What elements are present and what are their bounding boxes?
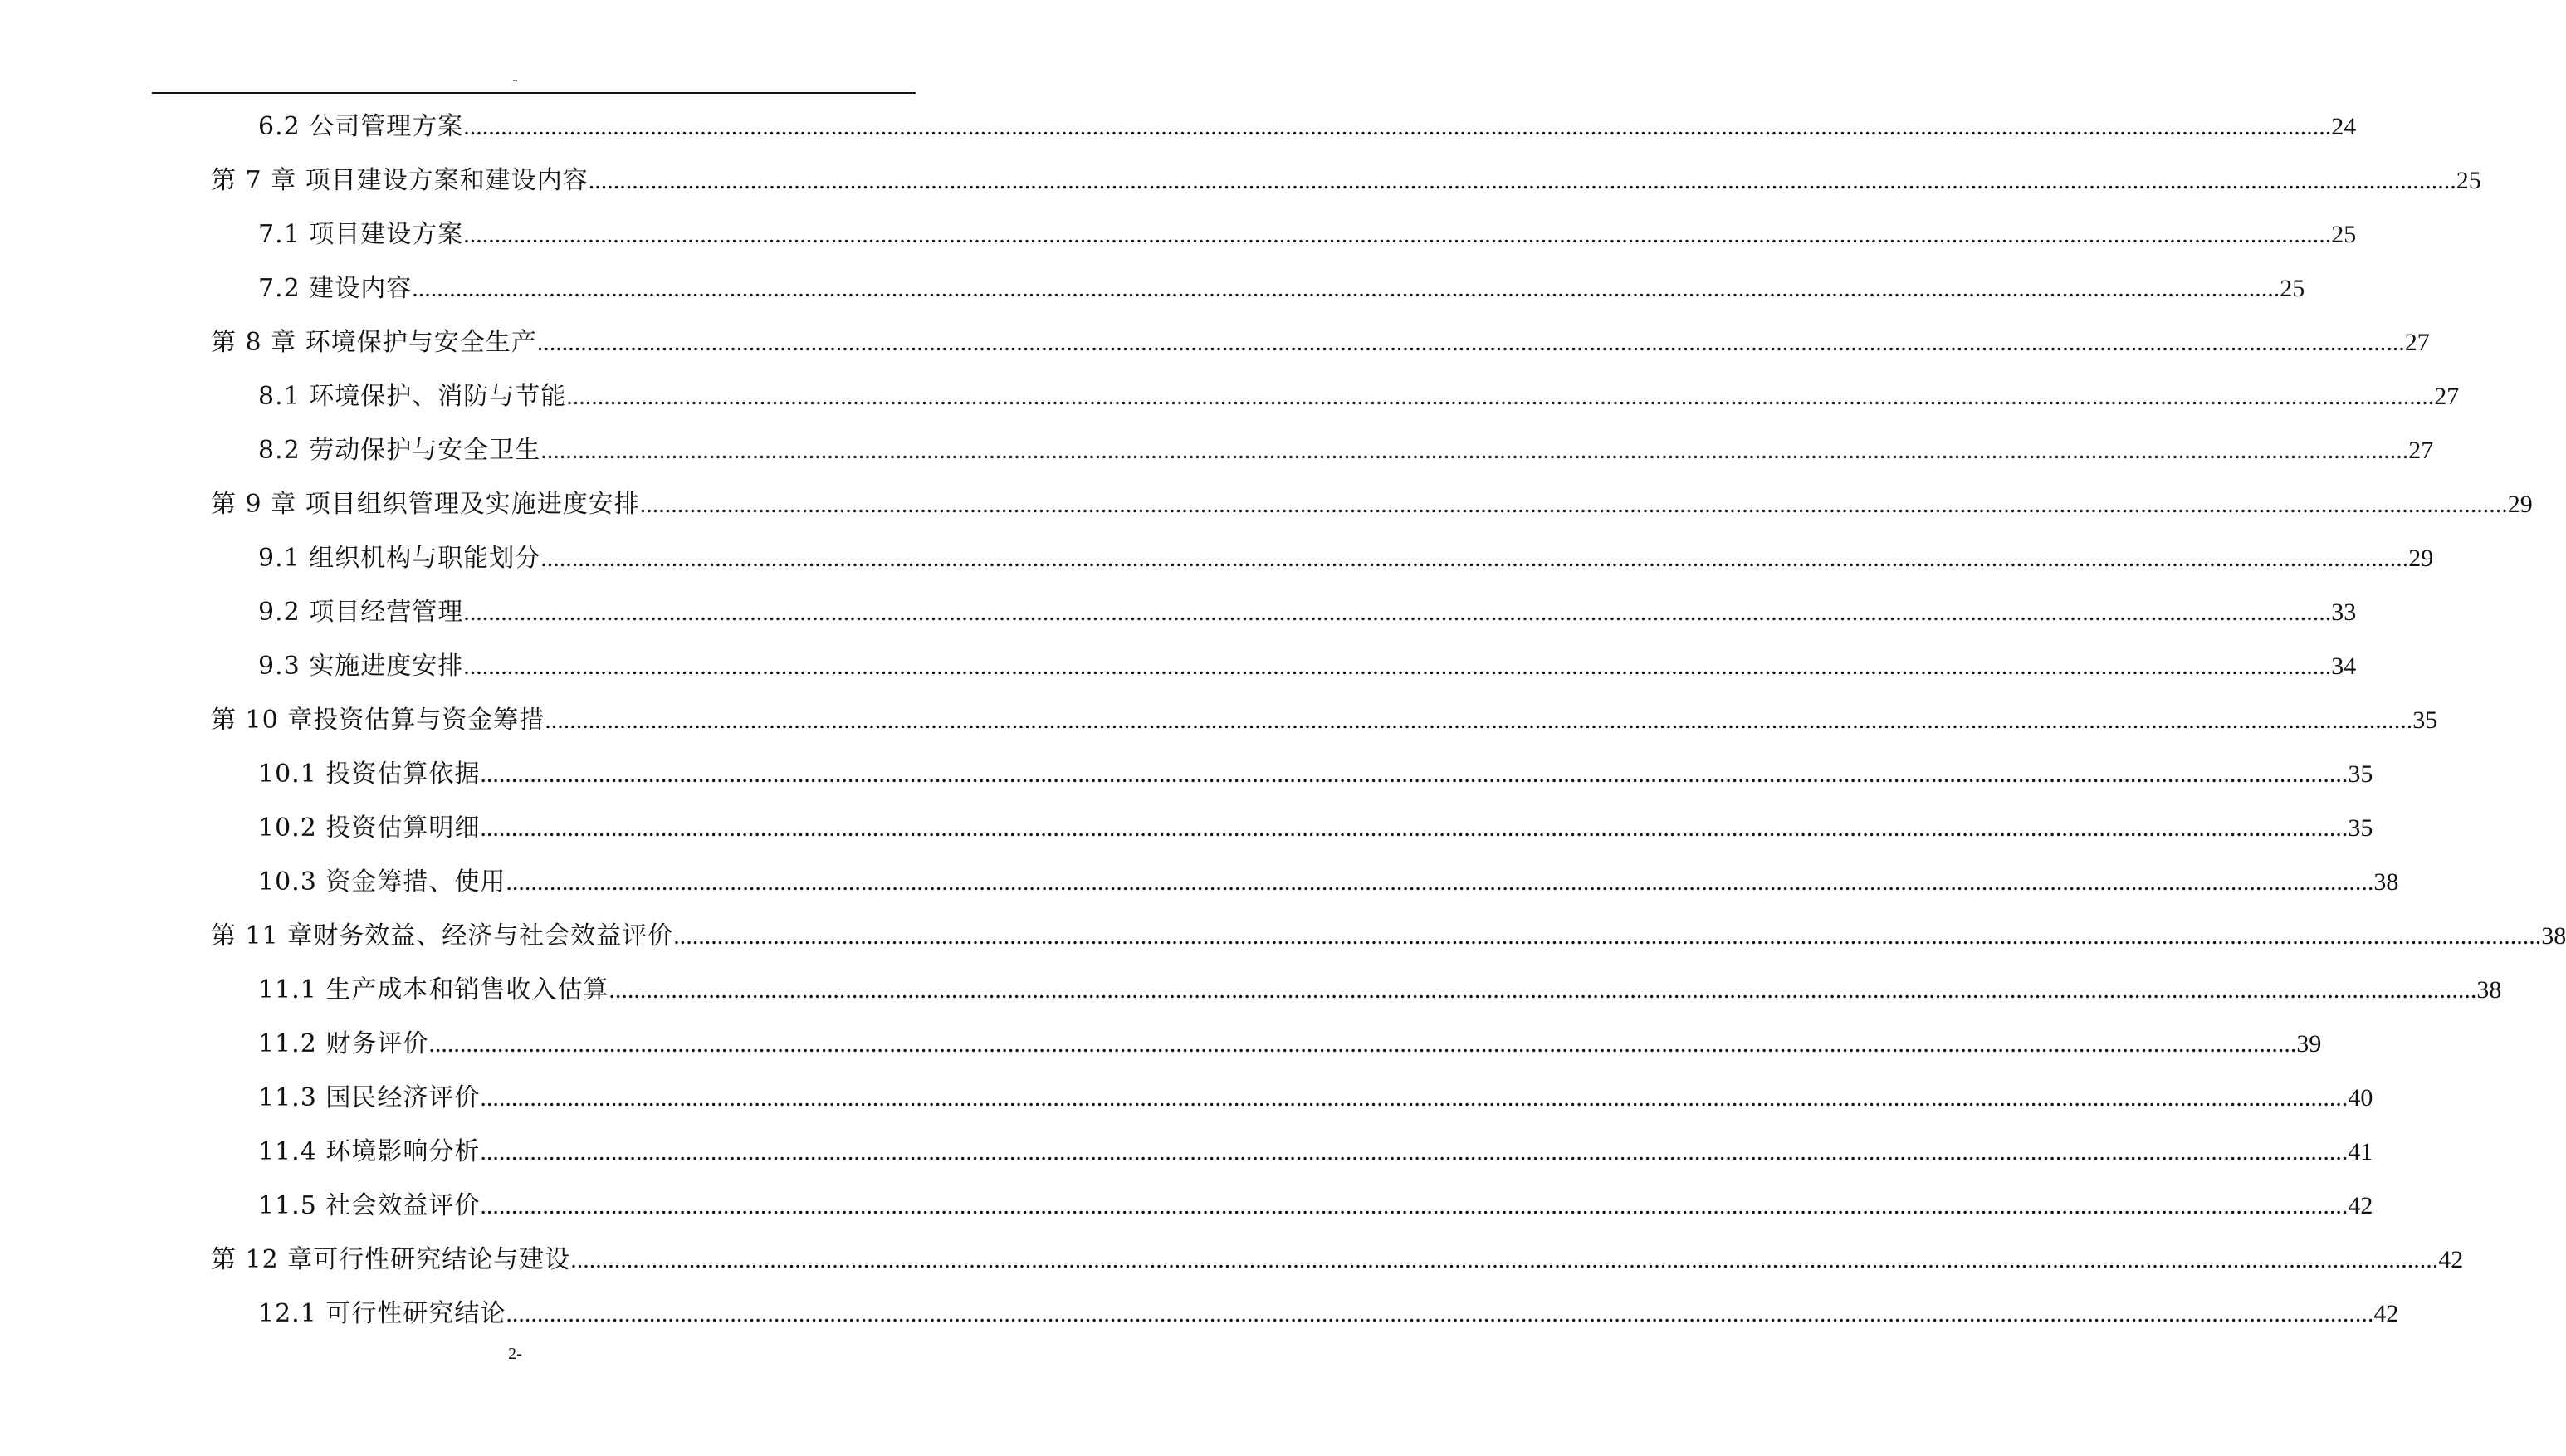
header-mark: - <box>512 71 518 89</box>
toc-entry-row <box>211 1233 2464 1287</box>
toc-dot-leader: ............................................................................................................................................................................................................................................................................................................ <box>540 545 2409 572</box>
toc-dot-leader: ............................................................................................................................................................................................................................................................................................................ <box>463 599 2332 626</box>
toc-entry-title: 第 8 章 环境保护与安全生产 <box>211 328 537 357</box>
toc-dot-leader: ............................................................................................................................................................................................................................................................................................................ <box>566 383 2435 410</box>
toc-entry-title: 第 9 章 项目组织管理及实施进度安排 <box>211 490 640 519</box>
toc-page-number: 29 <box>2408 545 2434 572</box>
toc-entry-title: 8.1 环境保护、消防与节能 <box>258 382 567 411</box>
toc-dot-leader: ............................................................................................................................................................................................................................................................................................................ <box>480 760 2349 788</box>
toc-entry-row <box>258 261 2305 315</box>
toc-entry-row <box>258 639 2357 693</box>
toc-entry-row <box>258 531 2434 585</box>
toc-section-entry[interactable] <box>0 801 2373 855</box>
toc-entry-title: 9.3 实施进度安排 <box>258 652 464 681</box>
toc-dot-leader: ............................................................................................................................................................................................................................................................................................................ <box>506 868 2374 896</box>
toc-section-entry[interactable] <box>0 855 2399 909</box>
toc-dot-leader: ............................................................................................................................................................................................................................................................................................................ <box>609 976 2477 1004</box>
toc-entry-title: 7.1 项目建设方案 <box>258 220 464 249</box>
toc-dot-leader: ............................................................................................................................................................................................................................................................................................................ <box>480 1084 2349 1112</box>
toc-entry-row <box>258 855 2399 909</box>
toc-dot-leader: ............................................................................................................................................................................................................................................................................................................ <box>506 1300 2374 1327</box>
toc-entry-title: 10.2 投资估算明细 <box>258 814 481 843</box>
toc-entry-title: 6.2 公司管理方案 <box>258 112 464 141</box>
toc-entry-row <box>258 208 2357 261</box>
toc-entry-title: 11.4 环境影响分析 <box>258 1137 481 1166</box>
toc-entry-row <box>211 693 2438 747</box>
toc-page-number: 35 <box>2348 814 2373 842</box>
table-of-contents <box>0 100 2566 1341</box>
toc-entry-title: 10.3 资金筹措、使用 <box>258 867 506 897</box>
toc-page-number: 34 <box>2331 652 2357 680</box>
toc-entry-row <box>258 963 2502 1017</box>
toc-entry-row <box>258 423 2434 477</box>
toc-page-number: 27 <box>2404 329 2430 356</box>
toc-dot-leader: ............................................................................................................................................................................................................................................................................................................ <box>463 221 2332 248</box>
toc-page-number: 38 <box>2476 976 2502 1004</box>
toc-section-entry[interactable] <box>0 963 2502 1017</box>
toc-dot-leader: ............................................................................................................................................................................................................................................................................................................ <box>673 922 2542 950</box>
toc-page-number: 35 <box>2348 760 2373 788</box>
toc-page-number: 42 <box>2438 1246 2464 1273</box>
toc-entry-row <box>258 747 2373 801</box>
toc-entry-title: 11.5 社会效益评价 <box>258 1191 481 1220</box>
toc-page-number: 35 <box>2412 706 2438 734</box>
toc-page-number: 41 <box>2348 1138 2373 1165</box>
toc-entry-row <box>258 1125 2373 1179</box>
page-number: 2- <box>508 1345 522 1363</box>
toc-page-number: 29 <box>2507 491 2533 518</box>
toc-section-entry[interactable] <box>0 531 2434 585</box>
toc-chapter-entry[interactable] <box>0 693 2438 747</box>
toc-entry-title: 9.1 组织机构与职能划分 <box>258 544 541 573</box>
toc-dot-leader: ............................................................................................................................................................................................................................................................................................................ <box>540 437 2409 464</box>
toc-dot-leader: ............................................................................................................................................................................................................................................................................................................ <box>463 652 2332 680</box>
toc-section-entry[interactable] <box>0 100 2357 154</box>
toc-dot-leader: ............................................................................................................................................................................................................................................................................................................ <box>480 1138 2349 1165</box>
toc-section-entry[interactable] <box>0 585 2357 639</box>
toc-section-entry[interactable] <box>0 261 2305 315</box>
toc-page-number: 39 <box>2296 1030 2322 1058</box>
toc-dot-leader: ............................................................................................................................................................................................................................................................................................................ <box>570 1246 2439 1273</box>
toc-entry-title: 7.2 建设内容 <box>258 274 413 303</box>
toc-entry-row <box>258 369 2460 423</box>
toc-entry-title: 第 11 章财务效益、经济与社会效益评价 <box>211 921 674 950</box>
toc-page-number: 24 <box>2331 113 2357 140</box>
toc-entry-title: 10.1 投资估算依据 <box>258 760 481 789</box>
toc-section-entry[interactable] <box>0 1125 2373 1179</box>
toc-entry-row <box>258 100 2357 154</box>
toc-chapter-entry[interactable] <box>0 909 2566 963</box>
toc-page-number: 42 <box>2373 1300 2399 1327</box>
toc-entry-title: 第 12 章可行性研究结论与建设 <box>211 1245 571 1274</box>
toc-page-number: 25 <box>2456 167 2481 194</box>
toc-dot-leader: ............................................................................................................................................................................................................................................................................................................ <box>412 275 2280 302</box>
toc-section-entry[interactable] <box>0 1179 2373 1233</box>
toc-page-number: 38 <box>2373 868 2399 896</box>
toc-dot-leader: ............................................................................................................................................................................................................................................................................................................ <box>428 1030 2297 1058</box>
header-rule <box>152 92 916 94</box>
toc-chapter-entry[interactable] <box>0 154 2481 208</box>
toc-dot-leader: ............................................................................................................................................................................................................................................................................................................ <box>536 329 2405 356</box>
toc-page-number: 27 <box>2408 437 2434 464</box>
toc-entry-row <box>211 315 2430 369</box>
toc-chapter-entry[interactable] <box>0 1233 2464 1287</box>
toc-chapter-entry[interactable] <box>0 315 2430 369</box>
toc-entry-row <box>258 585 2357 639</box>
toc-entry-title: 11.2 财务评价 <box>258 1029 429 1058</box>
toc-entry-title: 11.3 国民经济评价 <box>258 1083 481 1112</box>
toc-section-entry[interactable] <box>0 1287 2399 1341</box>
toc-entry-row <box>258 1287 2399 1341</box>
toc-section-entry[interactable] <box>0 369 2460 423</box>
toc-dot-leader: ............................................................................................................................................................................................................................................................................................................ <box>639 491 2508 518</box>
toc-page-number: 40 <box>2348 1084 2373 1112</box>
toc-page-number: 33 <box>2331 599 2357 626</box>
toc-section-entry[interactable] <box>0 208 2357 261</box>
toc-entry-row <box>258 1017 2322 1071</box>
toc-entry-row <box>211 909 2566 963</box>
toc-page-number: 42 <box>2348 1192 2373 1219</box>
toc-page-number: 27 <box>2434 383 2460 410</box>
toc-section-entry[interactable] <box>0 747 2373 801</box>
toc-dot-leader: ............................................................................................................................................................................................................................................................................................................ <box>480 1192 2349 1219</box>
toc-section-entry[interactable] <box>0 423 2434 477</box>
toc-entry-row <box>258 1071 2373 1125</box>
toc-entry-title: 第 10 章投资估算与资金筹措 <box>211 706 545 735</box>
toc-dot-leader: ............................................................................................................................................................................................................................................................................................................ <box>480 814 2349 842</box>
toc-entry-row <box>258 801 2373 855</box>
toc-dot-leader: ............................................................................................................................................................................................................................................................................................................ <box>545 706 2413 734</box>
toc-entry-title: 11.1 生产成本和销售收入估算 <box>258 975 609 1004</box>
toc-page-number: 25 <box>2280 275 2305 302</box>
toc-section-entry[interactable] <box>0 639 2357 693</box>
toc-entry-title: 8.2 劳动保护与安全卫生 <box>258 436 541 465</box>
toc-entry-row <box>211 477 2533 531</box>
toc-entry-row <box>258 1179 2373 1233</box>
toc-chapter-entry[interactable] <box>0 477 2533 531</box>
toc-dot-leader: ............................................................................................................................................................................................................................................................................................................ <box>588 167 2456 194</box>
toc-entry-title: 12.1 可行性研究结论 <box>258 1299 506 1328</box>
toc-entry-row <box>211 154 2481 208</box>
toc-dot-leader: ............................................................................................................................................................................................................................................................................................................ <box>463 113 2332 140</box>
toc-page-number: 38 <box>2541 922 2566 950</box>
toc-entry-title: 9.2 项目经营管理 <box>258 598 464 627</box>
toc-section-entry[interactable] <box>0 1017 2322 1071</box>
toc-entry-title: 第 7 章 项目建设方案和建设内容 <box>211 166 589 195</box>
toc-page-number: 25 <box>2331 221 2357 248</box>
toc-section-entry[interactable] <box>0 1071 2373 1125</box>
